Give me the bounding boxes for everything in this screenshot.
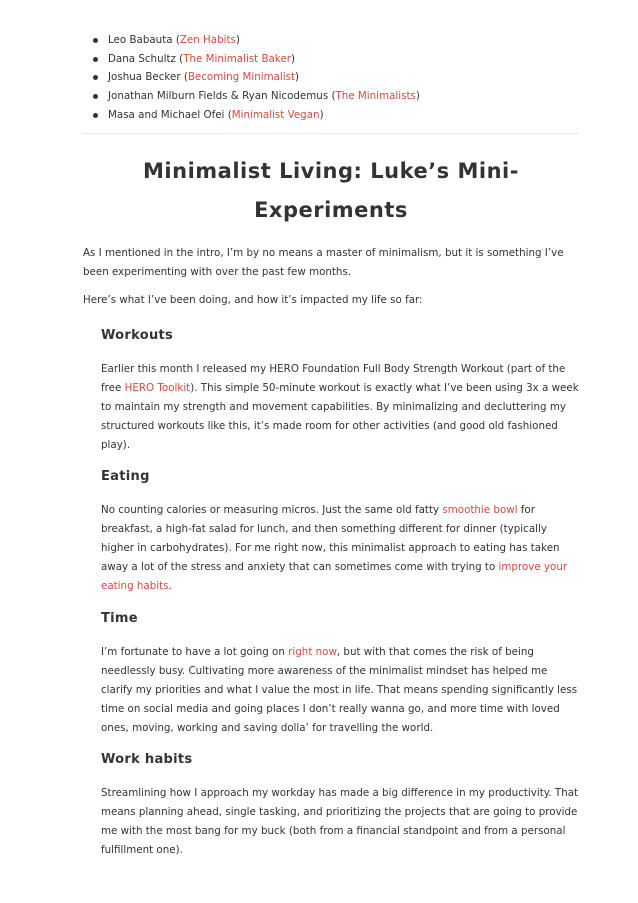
eating-paragraph: No counting calories or measuring micros. Just the same old fatty smoothie bowl for breakfast, a high-fat salad for lunch, and then something different for dinner (typically higher in carbohydrates). For me right now, this minimalist approach to eating has taken away a lot of the stress and anxiety that can sometimes come with trying to improve your eating habits. bbox=[101, 504, 568, 592]
workouts-paragraph: Earlier this month I released my HERO Foundation Full Body Strength Workout (part of the free HERO Toolkit). This simple 50-minute workout is exactly what I’ve been using 3x a week to maintain my strength and movement capabilities. By minimalizing and decluttering my structured workouts like this, it’s made room for other activities (and good old fashioned play). bbox=[101, 363, 579, 451]
time-heading: Time bbox=[101, 611, 138, 626]
improve-eating-habits-link[interactable]: improve your eating habits bbox=[101, 560, 568, 592]
minimalist-vegan-link[interactable]: Minimalist Vegan bbox=[231, 108, 320, 121]
minimalist-authors-list bbox=[92, 31, 562, 125]
minimalist-baker-link[interactable]: The Minimalist Baker bbox=[183, 52, 292, 65]
work-habits-paragraph: Streamlining how I approach my workday has made a big difference in my productivity. That means planning ahead, single tasking, and prioritizing the projects that are going to provide me with the most bang for my buck (both from a financial standpoint and from a personal fulfillment one). bbox=[101, 787, 579, 856]
zen-habits-link[interactable]: Zen Habits bbox=[179, 34, 236, 46]
intro-paragraph-2: Here’s what I’ve been doing, and how it’s impacted my life so far: bbox=[83, 294, 423, 306]
work-habits-heading: Work habits bbox=[101, 752, 193, 767]
list-item: Masa and Michael Ofei (Minimalist Vegan) bbox=[92, 106, 562, 125]
hero-toolkit-link[interactable]: HERO Toolkit bbox=[124, 381, 191, 394]
divider bbox=[83, 133, 579, 134]
list-item: Jonathan Milburn Fields & Ryan Nicodemus (The Minimalists) bbox=[92, 87, 562, 106]
right-now-link[interactable]: right now bbox=[288, 646, 337, 658]
list-item: Dana Schultz (The Minimalist Baker) bbox=[92, 50, 562, 69]
the-minimalists-link[interactable]: The Minimalists bbox=[335, 90, 416, 103]
intro-paragraph: As I mentioned in the intro, I’m by no means a master of minimalism, but it is something I’ve been experimenting with over the past few months. bbox=[83, 247, 564, 278]
section-title: Minimalist Living: Luke’s Mini-Experiments bbox=[143, 159, 519, 222]
list-item: Leo Babauta (Zen Habits) bbox=[92, 31, 562, 50]
workouts-heading: Workouts bbox=[101, 328, 174, 343]
eating-heading: Eating bbox=[101, 469, 150, 484]
smoothie-bowl-link[interactable]: smoothie bowl bbox=[442, 504, 518, 516]
list-item: Joshua Becker (Becoming Minimalist) bbox=[92, 68, 562, 87]
time-paragraph: I’m fortunate to have a lot going on right now, but with that comes the risk of being needlessly busy. Cultivating more awareness of the minimalist mindset has helped me clarify my priorities and what I value the most in life. That means spending significantly less time on social media and going places I don’t really wanna go, and more time with loved ones, moving, working and saving dolla’ for travelling the world. bbox=[101, 646, 578, 734]
becoming-minimalist-link[interactable]: Becoming Minimalist bbox=[187, 71, 296, 84]
